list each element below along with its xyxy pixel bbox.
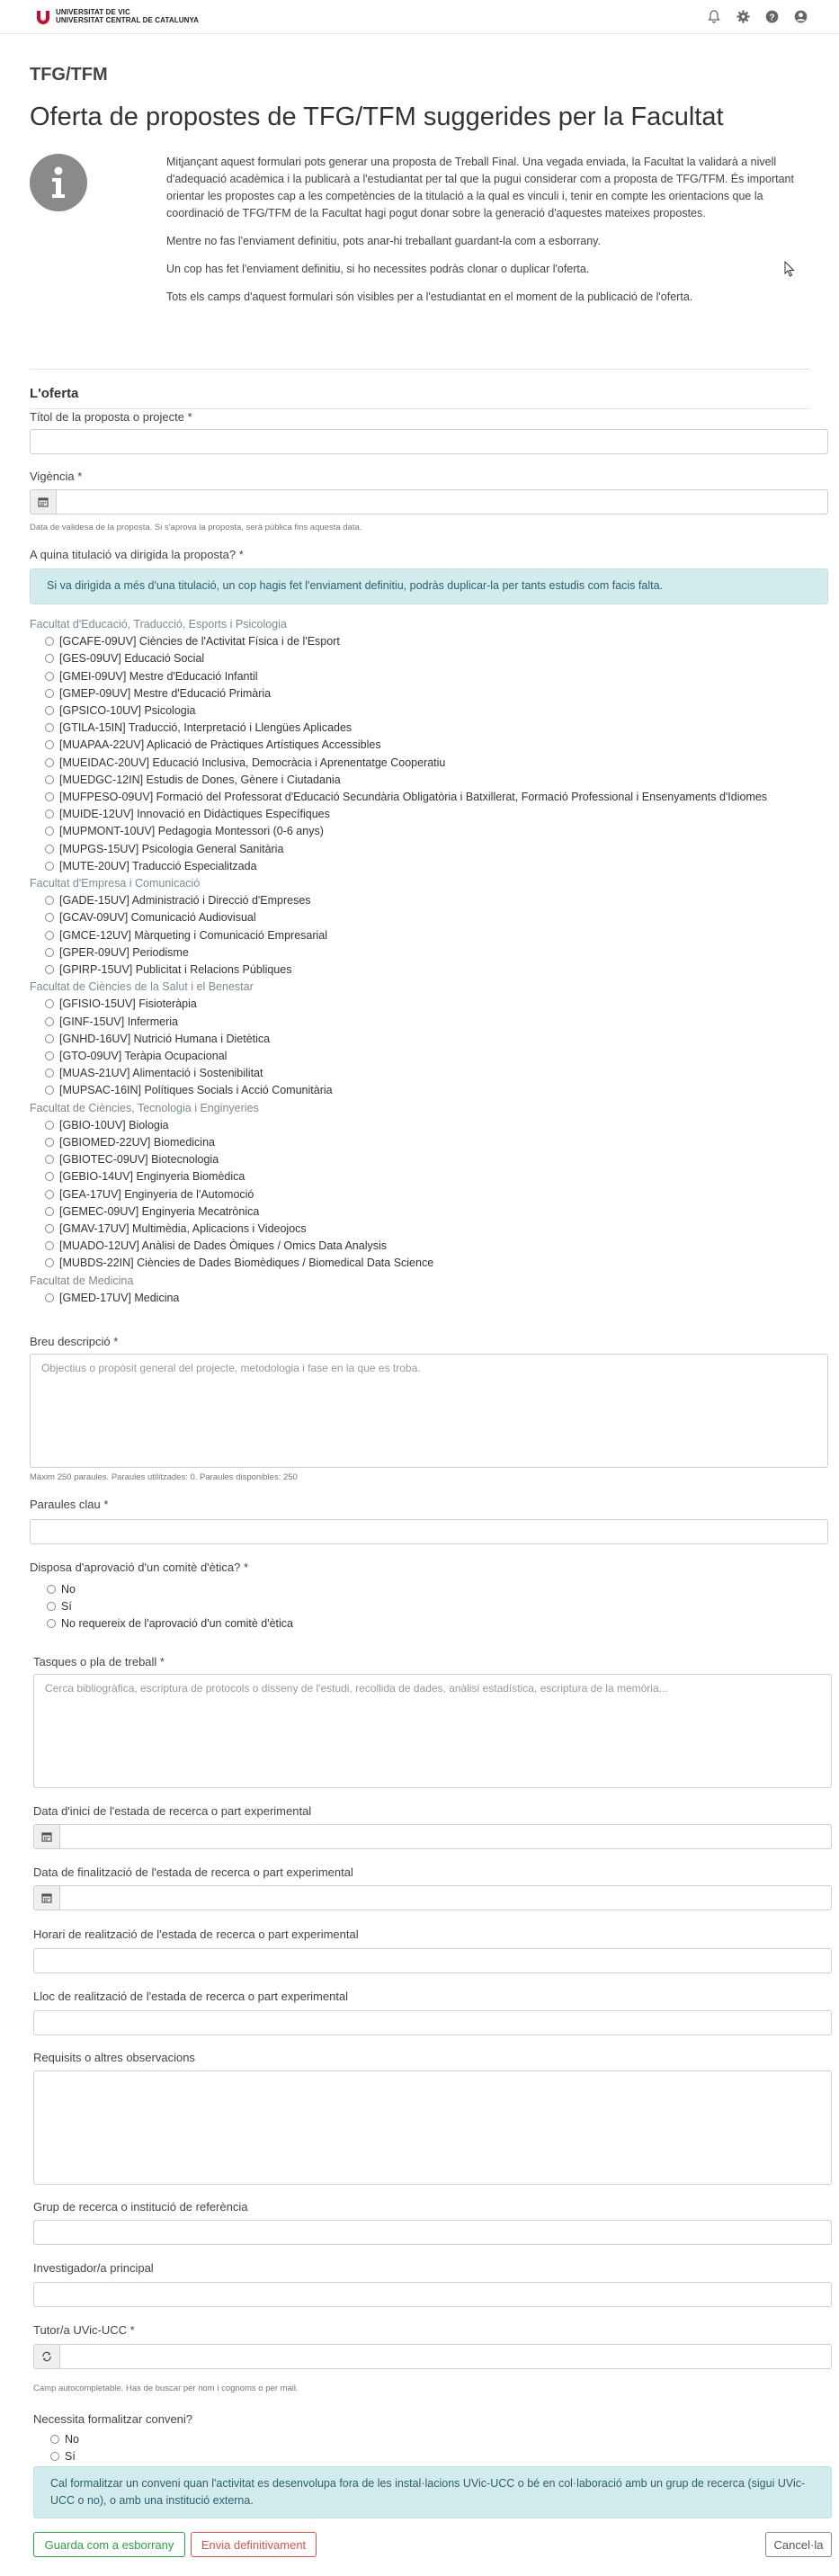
ethics-option-label: Sí: [61, 1600, 72, 1614]
cancel-button[interactable]: Cancel·la: [765, 2532, 832, 2557]
info-paragraph-4: Tots els camps d'aquest formulari són visibles per a l'estudiantat en el moment de la publicació de l'oferta.: [166, 291, 693, 303]
degree-info-alert: Si va dirigida a més d'una titulació, un cop hagis fet l'enviament definitiu, podràs duplicar-la per tants estudis com facis falta.: [30, 568, 828, 604]
pi-label: Investigador/a principal: [33, 2261, 154, 2275]
degree-radio[interactable]: [45, 1207, 54, 1216]
keywords-input[interactable]: [30, 1519, 828, 1544]
ethics-label: Disposa d'aprovació d'un comitè d'ètica? *: [30, 1561, 249, 1574]
keywords-label: Paraules clau *: [30, 1498, 109, 1511]
tutor-help: Camp autocompletable. Has de buscar per nom i cognoms o per mail.: [33, 2384, 299, 2393]
degree-option[interactable]: [45, 1136, 215, 1149]
tasks-textarea[interactable]: Cerca bibliogràfica, escriptura de protocols o disseny de l'estudi, recollida de dades, anàlisi estadística, escriptura de la memòria...: [33, 1674, 832, 1788]
gear-icon[interactable]: [735, 9, 751, 25]
group-label: Grup de recerca o institució de referència: [33, 2200, 248, 2214]
pi-input[interactable]: [33, 2282, 832, 2307]
degree-option-label: [GEMEC-09UV] Enginyeria Mecatrònica: [59, 1204, 260, 1218]
group-input[interactable]: [33, 2220, 832, 2245]
degree-option-label: [MUEIDAC-20UV] Educació Inclusiva, Democràcia i Aprenentatge Cooperatiu: [59, 756, 446, 769]
info-paragraph-1: Mitjançant aquest formulari pots generar una proposta de Treball Final. Una vegada enviada, la Facultat la validarà a nivell d'adequació acadèmica i la publicarà a l'estudiantat per tal que la pugui considerar com a proposta de TFG/TFM. És important orientar les propostes cap a les competències de la titulació a la qual es vinculi i, tenir en compte les orientacions que la coordinació de TFG/TFM de la Facultat hagi pogut donar sobre la generació d'aquestes mateixes propostes.: [166, 156, 794, 219]
degree-label: A quina titulació va dirigida la proposta? *: [30, 548, 244, 561]
validity-help: Data de validesa de la proposta. Si s'aprova la proposta, serà pública fins aquesta data.: [30, 523, 362, 532]
degree-option-label: [GMCE-12UV] Màrqueting i Comunicació Empresarial: [59, 928, 328, 942]
degree-option[interactable]: [45, 997, 197, 1010]
degree-option[interactable]: [45, 1067, 263, 1079]
ethics-radio[interactable]: [47, 1619, 56, 1628]
degree-option[interactable]: [45, 652, 204, 665]
degree-radio[interactable]: [45, 758, 54, 767]
degree-radio[interactable]: [45, 706, 54, 715]
ethics-option[interactable]: [47, 1600, 72, 1613]
info-paragraph-2: Mentre no fas l'enviament definitiu, pots anar-hi treballant guardant-la com a esborrany.: [166, 235, 601, 247]
page-title: Oferta de propostes de TFG/TFM suggerides per la Facultat: [30, 103, 724, 131]
degree-option[interactable]: [45, 825, 324, 837]
degree-radio[interactable]: [45, 948, 54, 957]
degree-option-label: [GBIOMED-22UV] Biomedicina: [59, 1136, 215, 1149]
degree-option-label: [GES-09UV] Educació Social: [59, 652, 205, 666]
degree-option-label: [GINF-15UV] Infermeria: [59, 1015, 178, 1028]
degree-option-label: [GBIOTEC-09UV] Biotecnologia: [59, 1153, 219, 1167]
degree-option[interactable]: [45, 756, 445, 769]
degree-option[interactable]: [45, 635, 340, 648]
ethics-option[interactable]: [47, 1583, 76, 1596]
uvic-logo[interactable]: [36, 9, 199, 24]
save-draft-button[interactable]: Guarda com a esborrany: [33, 2532, 185, 2557]
info-text: [166, 154, 809, 317]
start-date-label: Data d'inici de l'estada de recerca o part experimental: [33, 1804, 312, 1818]
degree-option-label: [GMAV-17UV] Multimèdia, Aplicacions i Videojocs: [59, 1222, 307, 1235]
degree-radio[interactable]: [45, 1051, 54, 1060]
degree-radio[interactable]: [45, 1138, 54, 1147]
degree-radio[interactable]: [45, 1224, 54, 1233]
degree-option-label: [MUTE-20UV] Traducció Especialitzada: [59, 859, 257, 872]
schedule-label: Horari de realització de l'estada de recerca o part experimental: [33, 1928, 359, 1941]
degree-radio[interactable]: [45, 689, 54, 698]
validity-label: Vigència *: [30, 470, 83, 483]
tutor-label: Tutor/a UVic-UCC *: [33, 2323, 135, 2337]
degree-option-label: [GPER-09UV] Periodisme: [59, 945, 189, 959]
degree-option[interactable]: [45, 687, 271, 700]
degree-radio[interactable]: [45, 792, 54, 801]
degree-option-label: [MUIDE-12UV] Innovació en Didàctiques Específiques: [59, 808, 330, 821]
degree-option[interactable]: [45, 721, 352, 734]
degree-radio[interactable]: [45, 1241, 54, 1250]
degree-radio[interactable]: [45, 827, 54, 836]
degree-option-label: [MUPMONT-10UV] Pedagogia Montessori (0-6 anys): [59, 825, 324, 838]
bell-icon[interactable]: [706, 9, 722, 25]
degree-option[interactable]: [45, 1292, 179, 1304]
degree-option[interactable]: [45, 963, 291, 976]
agreement-label: Necessita formalitzar conveni?: [33, 2412, 193, 2426]
degree-radio[interactable]: [45, 965, 54, 974]
help-icon[interactable]: [763, 9, 780, 25]
degree-option-label: [GADE-15UV] Administració i Direcció d'Empreses: [59, 894, 311, 908]
degree-option[interactable]: [45, 860, 257, 872]
degree-option[interactable]: [45, 843, 283, 855]
offer-section-heading: L'oferta: [30, 386, 809, 409]
logo-line-1: UNIVERSITAT DE VIC: [56, 8, 130, 16]
degree-option[interactable]: [45, 774, 341, 786]
agreement-radio[interactable]: [50, 2435, 59, 2444]
degree-option[interactable]: [45, 929, 327, 942]
calendar-icon[interactable]: [30, 489, 57, 514]
degree-option[interactable]: [45, 1239, 387, 1252]
degree-option[interactable]: [45, 946, 189, 959]
place-input[interactable]: [33, 2010, 832, 2035]
degree-radio[interactable]: [45, 1258, 54, 1267]
requirements-textarea[interactable]: [33, 2071, 832, 2185]
faculty-heading: Facultat de Ciències, Tecnologia i Enginyeries: [30, 1101, 259, 1114]
agreement-option-label: No: [65, 2433, 79, 2446]
degree-option[interactable]: [45, 808, 330, 820]
degree-radio[interactable]: [45, 1155, 54, 1164]
degree-option-label: [GPSICO-10UV] Psicologia: [59, 704, 196, 717]
degree-option-label: [MUAS-21UV] Alimentació i Sostenibilitat: [59, 1067, 263, 1080]
degree-option[interactable]: [45, 1188, 254, 1201]
degree-option-label: [GCAV-09UV] Comunicació Audiovisual: [59, 911, 256, 925]
faculty-heading: Facultat de Ciències de la Salut i el Benestar: [30, 980, 254, 994]
degree-option[interactable]: [45, 738, 381, 751]
degree-option[interactable]: [45, 1050, 227, 1062]
degree-radio[interactable]: [45, 1086, 54, 1095]
top-icons: [706, 9, 808, 25]
validity-date-input[interactable]: [56, 489, 828, 514]
ethics-radio[interactable]: [47, 1585, 56, 1594]
degree-option-label: [GEA-17UV] Enginyeria de l'Automoció: [59, 1187, 254, 1201]
degree-option-label: [GTILA-15IN] Traducció, Interpretació i Llengües Aplicades: [59, 721, 353, 735]
agreement-option[interactable]: [50, 2450, 76, 2463]
degree-radio[interactable]: [45, 1017, 54, 1026]
degree-radio[interactable]: [45, 862, 54, 871]
degree-option[interactable]: [45, 791, 767, 803]
description-textarea[interactable]: Objectius o propòsit general del projecte, metodologia i fase en la que es troba.: [30, 1354, 828, 1468]
degree-option-label: [MUFPESO-09UV] Formació del Professorat d'Educació Secundària Obligatòria i Batxillerat, Formació Professional i Ensenyaments d'Idiomes: [59, 791, 768, 803]
degree-radio[interactable]: [45, 637, 54, 646]
degree-radio[interactable]: [45, 1121, 54, 1130]
degree-option-label: [MUEDGC-12IN] Estudis de Dones, Gènere i Ciutadania: [59, 773, 341, 786]
user-icon[interactable]: [792, 9, 808, 25]
degree-option-label: [GMEP-09UV] Mestre d'Educació Primària: [59, 686, 272, 700]
degree-radio[interactable]: [45, 896, 54, 905]
description-label: Breu descripció *: [30, 1335, 119, 1348]
title-input[interactable]: [30, 429, 828, 454]
degree-option[interactable]: [45, 1033, 270, 1045]
end-date-label: Data de finalització de l'estada de recerca o part experimental: [33, 1865, 353, 1879]
title-label: Títol de la proposta o projecte *: [30, 410, 192, 424]
degree-radio[interactable]: [45, 723, 54, 732]
info-block: [30, 154, 809, 370]
description-help: Màxim 250 paraules. Paraules utilitzades: 0. Paraules disponibles: 250: [30, 1472, 298, 1482]
ethics-option[interactable]: [47, 1617, 293, 1630]
degree-option[interactable]: [45, 1153, 219, 1166]
faculty-heading: Facultat d'Empresa i Comunicació: [30, 877, 201, 890]
degree-option-label: [GCAFE-09UV] Ciències de l'Activitat Física i de l'Esport: [59, 635, 340, 648]
degree-option[interactable]: [45, 1222, 307, 1235]
degree-option[interactable]: [45, 1170, 245, 1183]
degree-option-label: [GMEI-09UV] Mestre d'Educació Infantil: [59, 669, 258, 683]
degree-option-label: [GBIO-10UV] Biologia: [59, 1118, 169, 1131]
degree-radio[interactable]: [45, 1190, 54, 1199]
degree-option-label: [MUPGS-15UV] Psicologia General Sanitària: [59, 842, 284, 855]
degree-option-label: [MUAPAA-22UV] Aplicació de Pràctiques Artístiques Accessibles: [59, 738, 381, 752]
degree-radio[interactable]: [45, 999, 54, 1008]
degree-radio[interactable]: [45, 845, 54, 854]
degree-radio[interactable]: [45, 672, 54, 681]
faculty-heading: Facultat de Medicina: [30, 1274, 134, 1287]
agreement-option-label: Sí: [65, 2450, 76, 2464]
degree-radio[interactable]: [45, 1034, 54, 1043]
schedule-input[interactable]: [33, 1948, 832, 1973]
ethics-option-label: No: [61, 1583, 76, 1596]
submit-button[interactable]: Envia definitivament: [191, 2532, 317, 2557]
degree-radio[interactable]: [45, 913, 54, 922]
degree-option-label: [GTO-09UV] Teràpia Ocupacional: [59, 1050, 228, 1062]
degree-option[interactable]: [45, 1257, 433, 1269]
info-paragraph-3: Un cop has fet l'enviament definitiu, si ho necessites podràs clonar o duplicar l'oferta.: [166, 263, 590, 275]
calendar-icon[interactable]: [33, 1824, 60, 1849]
logo-text: [56, 9, 199, 24]
ethics-option-label: No requereix de l'aprovació d'un comitè d'ètica: [61, 1617, 293, 1631]
logo-line-2: UNIVERSITAT CENTRAL DE CATALUNYA: [56, 15, 200, 24]
refresh-icon[interactable]: [33, 2344, 60, 2369]
degree-radio[interactable]: [45, 1069, 54, 1078]
top-bar: [0, 0, 839, 34]
ethics-radio[interactable]: [47, 1602, 56, 1611]
info-icon: [30, 154, 87, 211]
degree-radio[interactable]: [45, 775, 54, 784]
calendar-icon[interactable]: [33, 1885, 60, 1910]
degree-option-label: [GMED-17UV] Medicina: [59, 1291, 180, 1304]
section-title: TFG/TFM: [30, 65, 108, 85]
agreement-radio[interactable]: [50, 2452, 59, 2461]
degree-option-label: [MUBDS-22IN] Ciències de Dades Biomèdiques / Biomedical Data Science: [59, 1257, 434, 1270]
degree-radio[interactable]: [45, 1172, 54, 1181]
page-heading: [0, 34, 839, 132]
place-label: Lloc de realització de l'estada de recerca o part experimental: [33, 1990, 349, 2003]
degree-radio[interactable]: [45, 654, 54, 663]
degree-option[interactable]: [45, 1015, 178, 1028]
degree-radio[interactable]: [45, 740, 54, 749]
degree-option-label: [GFISIO-15UV] Fisioteràpia: [59, 997, 197, 1011]
tutor-autocomplete-input[interactable]: [59, 2344, 832, 2369]
degree-radio[interactable]: [45, 809, 54, 818]
degree-option[interactable]: [45, 1119, 169, 1131]
start-date-input[interactable]: [59, 1824, 832, 1849]
degree-option-label: [GEBIO-14UV] Enginyeria Biomèdica: [59, 1170, 245, 1184]
svg-text:?: ?: [768, 13, 775, 23]
degree-option-label: [MUPSAC-16IN] Polítiques Socials i Acció Comunitària: [59, 1084, 333, 1097]
degree-option[interactable]: [45, 704, 195, 717]
degree-option[interactable]: [45, 1084, 333, 1096]
degree-option[interactable]: [45, 911, 256, 924]
degree-option-label: [GNHD-16UV] Nutrició Humana i Dietètica: [59, 1032, 271, 1045]
degree-radio[interactable]: [45, 1293, 54, 1302]
agreement-info-alert: Cal formalitzar un conveni quan l'activitat es desenvolupa fora de les instal·lacions UVic-UCC o bé en col·laboració amb un grup de recerca (sigui UVic-UCC o no), o amb una institució externa.: [33, 2466, 832, 2518]
faculty-heading: Facultat d'Educació, Traducció, Esports i Psicologia: [30, 618, 287, 631]
degree-option[interactable]: [45, 1205, 259, 1218]
end-date-input[interactable]: [59, 1885, 832, 1910]
agreement-option[interactable]: [50, 2433, 79, 2446]
degree-option[interactable]: [45, 894, 311, 907]
degree-option[interactable]: [45, 670, 258, 683]
degree-radio[interactable]: [45, 931, 54, 940]
tasks-label: Tasques o pla de treball *: [33, 1655, 165, 1668]
mouse-cursor-icon: [784, 261, 795, 280]
degree-option-label: [GPIRP-15UV] Publicitat i Relacions Públiques: [59, 963, 292, 976]
degree-option-label: [MUADO-12UV] Anàlisi de Dades Òmiques / Omics Data Analysis: [59, 1239, 388, 1253]
uvic-logo-mark-icon: [36, 10, 50, 24]
requirements-label: Requisits o altres observacions: [33, 2051, 195, 2064]
